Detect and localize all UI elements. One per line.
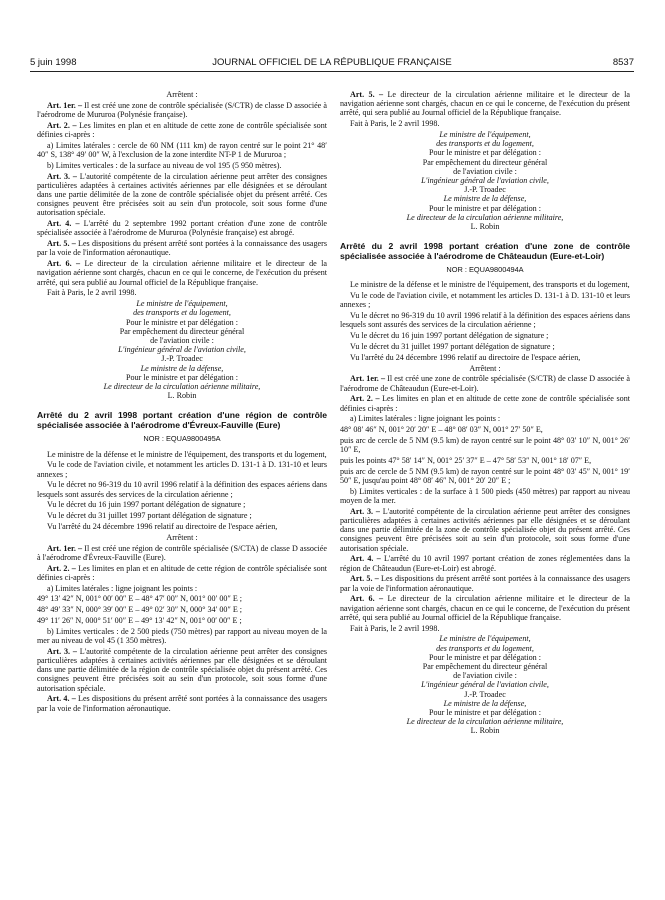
- article: Art. 6. – Le directeur de la circulation aérienne militaire et le directeur de la navigation aérienne sont chargés, chacun en ce qui le concerne, de l'exécution du présent arrêté, qui sera publié au Journal officiel de la République française.: [37, 259, 327, 287]
- left-column: [37, 90, 327, 714]
- article: Art. 4. – Les dispositions du présent arrêté sont portées à la connaissance des usagers par la voie de l'information aéronautique.: [37, 694, 327, 713]
- article: Art. 6. – Le directeur de la circulation aérienne militaire et le directeur de la navigation aérienne sont chargés, chacun en ce qui le concerne, de l'exécution du présent arrêté, qui sera publié au Journal officiel de la République française.: [340, 594, 630, 622]
- signature-line: L. Robin: [470, 726, 500, 736]
- paragraph: Vu le code de l'aviation civile, et notamment les articles D. 131-1 à D. 131-10 et leurs annexes ;: [340, 291, 630, 310]
- fait-line: Fait à Paris, le 2 avril 1998.: [350, 119, 440, 129]
- paragraph: a) Limites latérales : ligne joignant les points :: [47, 583, 198, 593]
- signature-line: L. Robin: [470, 222, 500, 232]
- article: Art. 3. – L'autorité compétente de la circulation aérienne peut arrêter des consignes particulières adaptées à certaines activités aériennes par elle désignées et se déroulant dans une partie délimitée de la zone de contrôle spécialisée objet du présent arrêté. Ces consignes peuvent être précisées soit au sein d'un protocole, soit sous forme d'une autorisation spéciale.: [340, 506, 630, 553]
- article: Art. 2. – Les limites en plan et en altitude de cette zone de contrôle spécialisée sont définies ci-après :: [37, 120, 327, 139]
- signature-line: Le directeur de la circulation aérienne militaire,: [406, 717, 564, 727]
- signature-line: L'ingénieur général de l'aviation civile,: [421, 680, 549, 690]
- paragraph: Vu le décret no 96-319 du 10 avril 1996 relatif à la définition des espaces aériens dans lesquels sont assurés des services de la circulation aérienne ;: [37, 480, 327, 499]
- signature-line: Pour le ministre et par délégation :: [429, 203, 541, 213]
- article: Art. 1er. – Il est créé une région de contrôle spécialisée (S/CTA) de classe D associée à l'aérodrome d'Évreux-Fauville (Eure).: [37, 543, 327, 562]
- article: Art. 3. – L'autorité compétente de la circulation aérienne peut arrêter des consignes particulières adaptées à certaines activités aériennes par elle désignées et se déroulant dans une partie délimitée de la région de contrôle spécialisée objet du présent arrêté. Ces consignes peuvent être précisées soit au sein d'un protocole, soit sous forme d'une autorisation spéciale.: [37, 646, 327, 693]
- paragraph: Le ministre de la défense et le ministre de l'équipement, des transports et du logement,: [350, 280, 630, 290]
- signature-line: Le directeur de la circulation aérienne militaire,: [406, 212, 564, 222]
- article: Art. 4. – L'arrêté du 2 septembre 1992 portant création d'une zone de contrôle spécialisée associée à l'aérodrome de Mururoa (Polynésie française) est abrogé.: [37, 219, 327, 238]
- signature-line: Le ministre de la défense,: [443, 698, 527, 708]
- paragraph: puis arc de cercle de 5 NM (9.5 km) de rayon centré sur le point 48° 03′ 45″ N, 001° 19′ 50″ E, jusqu'au point 48° 08′ 46″ N, 001° 20′ 20″ E ;: [340, 466, 630, 486]
- paragraph: Vu le décret du 31 juillet 1997 portant délégation de signature ;: [47, 511, 252, 521]
- signature-line: L. Robin: [167, 391, 197, 401]
- paragraph: puis les points 47° 58′ 14″ N, 001° 25′ 37″ E – 47° 58′ 53″ N, 001° 18′ 07″ E,: [340, 456, 592, 466]
- signature-line: L'ingénieur général de l'aviation civile,: [421, 176, 549, 186]
- header-rule: [30, 71, 634, 72]
- signature-line: Le ministre de l'équipement,: [439, 130, 531, 139]
- signature-block: [340, 130, 630, 231]
- signature-line: Par empêchement du directeur général: [422, 157, 548, 167]
- signature-line: de l'aviation civile :: [453, 671, 517, 681]
- paragraph: a) Limites latérales : ligne joignant les points :: [350, 414, 501, 424]
- header-page-number: 8537: [612, 57, 634, 68]
- coordinate-line: 49° 11′ 26″ N, 000° 51′ 00″ E – 49° 13′ 42″ N, 001° 00′ 00″ E ;: [37, 616, 242, 626]
- article: Art. 5. – Les dispositions du présent arrêté sont portées à la connaissance des usagers par la voie de l'information aéronautique.: [37, 239, 327, 258]
- paragraph: Vu l'arrêté du 24 décembre 1996 relatif au directoire de l'espace aérien,: [350, 352, 581, 362]
- signature-line: Le directeur de la circulation aérienne militaire,: [103, 382, 261, 392]
- signature-block: [37, 299, 327, 400]
- signature-line: J.-P. Troadec: [161, 354, 203, 364]
- paragraph: Vu le décret no 96-319 du 10 avril 1996 relatif à la définition des espaces aériens dans lesquels sont assurés des services de la circulation aérienne ;: [340, 311, 630, 330]
- article: Art. 5. – Les dispositions du présent arrêté sont portées à la connaissance des usagers par la voie de l'information aéronautique.: [340, 574, 630, 593]
- coordinate-line: 49° 13′ 42″ N, 001° 00′ 00″ E – 48° 47′ 00″ N, 001° 00′ 00″ E ;: [37, 594, 243, 604]
- article: Art. 2. – Les limites en plan et en altitude de cette région de contrôle spécialisée sont définies ci-après :: [37, 563, 327, 582]
- nor-reference: NOR : EQUA9800494A: [446, 265, 524, 275]
- signature-line: Pour le ministre et par délégation :: [429, 652, 541, 662]
- fait-line: Fait à Paris, le 2 avril 1998.: [350, 623, 440, 633]
- paragraph: Vu l'arrêté du 24 décembre 1996 relatif au directoire de l'espace aérien,: [47, 522, 278, 532]
- signature-line: J.-P. Troadec: [464, 689, 506, 699]
- paragraph: b) Limites verticales : de 2 500 pieds (750 mètres) par rapport au niveau moyen de la mer au niveau de vol 45 (1 350 mètres).: [37, 626, 327, 646]
- signature-line: des transports et du logement,: [133, 308, 231, 318]
- paragraph: Vu le décret du 31 juillet 1997 portant délégation de signature ;: [350, 342, 555, 352]
- signature-line: de l'aviation civile :: [453, 166, 517, 176]
- signature-line: Par empêchement du directeur général: [119, 326, 245, 336]
- right-column: [340, 90, 630, 736]
- article: Art. 3. – L'autorité compétente de la circulation aérienne peut arrêter des consignes particulières adaptées à certaines activités aériennes par elle désignées et se déroulant dans une partie délimitée de la zone de contrôle spécialisée objet du présent arrêté. Ces consignes peuvent être précisées soit au sein d'un protocole, soit sous forme d'une autorisation spéciale.: [37, 171, 327, 218]
- arretent-heading: Arrêtent :: [166, 532, 198, 542]
- signature-line: J.-P. Troadec: [464, 185, 506, 195]
- article: Art. 2. – Les limites en plan et en altitude de cette zone de contrôle spécialisée sont définies ci-après :: [340, 394, 630, 413]
- arretent-heading: Arrêtent :: [469, 363, 501, 373]
- paragraph: puis arc de cercle de 5 NM (9.5 km) de rayon centré sur le point 48° 03′ 10″ N, 001° 26′ 10″ E,: [340, 436, 630, 455]
- signature-line: Pour le ministre et par délégation :: [429, 708, 541, 718]
- decree-title: Arrêté du 2 avril 1998 portant création d'une région de contrôle spécialisée associée à l'aérodrome d'Évreux-Fauville (Eure): [37, 410, 327, 431]
- header-date: 5 juin 1998: [30, 57, 77, 68]
- nor-reference: NOR : EQUA9800495A: [143, 434, 221, 444]
- article: Art. 1er. – Il est créé une zone de contrôle spécialisée (S/CTR) de classe D associée à l'aérodrome de Mururoa (Polynésie française).: [37, 100, 327, 119]
- signature-line: Le ministre de l'équipement,: [136, 299, 228, 309]
- page-header: [30, 57, 634, 71]
- paragraph: Vu le décret du 16 juin 1997 portant délégation de signature ;: [350, 331, 549, 341]
- signature-line: Pour le ministre et par délégation :: [126, 317, 238, 327]
- signature-line: Le ministre de la défense,: [443, 194, 527, 204]
- signature-line: Le ministre de l'équipement,: [439, 634, 531, 644]
- paragraph: b) Limites verticales : de la surface au niveau de vol 195 (5 950 mètres).: [47, 160, 282, 170]
- article: Art. 1er. – Il est créé une zone de contrôle spécialisée (S/CTR) de classe D associée à l'aérodrome de Châteaudun (Eure-et-Loir).: [340, 374, 630, 393]
- paragraph: Le ministre de la défense et le ministre de l'équipement, des transports et du logement,: [47, 449, 327, 459]
- signature-line: de l'aviation civile :: [150, 336, 214, 346]
- decree-title: Arrêté du 2 avril 1998 portant création d'une zone de contrôle spécialisée associée à l'aérodrome de Châteaudun (Eure-et-Loir): [340, 241, 630, 262]
- paragraph: Vu le décret du 16 juin 1997 portant délégation de signature ;: [47, 500, 246, 510]
- signature-line: des transports et du logement,: [436, 139, 534, 149]
- signature-line: L'ingénieur général de l'aviation civile,: [118, 345, 246, 355]
- paragraph: Vu le code de l'aviation civile, et notamment les articles D. 131-1 à D. 131-10 et leurs annexes ;: [37, 460, 327, 479]
- article: Art. 5. – Le directeur de la circulation aérienne militaire et le directeur de la navigation aérienne sont chargés, chacun en ce qui le concerne, de l'exécution du présent arrêté, qui sera publié au Journal officiel de la République française.: [340, 90, 630, 118]
- header-title: JOURNAL OFFICIEL DE LA RÉPUBLIQUE FRANÇAISE: [212, 57, 452, 68]
- signature-block: [340, 634, 630, 735]
- paragraph: b) Limites verticales : de la surface à 1 500 pieds (450 mètres) par rapport au niveau moyen de la mer.: [340, 486, 630, 506]
- signature-line: Pour le ministre et par délégation :: [126, 372, 238, 382]
- arretent-heading: Arrêtent :: [166, 90, 198, 99]
- coordinate-line: 48° 49′ 33″ N, 000° 39′ 00″ E – 49° 02′ 30″ N, 000° 34′ 00″ E ;: [37, 605, 243, 615]
- signature-line: Le ministre de la défense,: [140, 363, 224, 373]
- signature-line: des transports et du logement,: [436, 643, 534, 653]
- signature-line: Par empêchement du directeur général: [422, 662, 548, 672]
- article: Art. 4. – L'arrêté du 10 avril 1997 portant création de zones réglementées dans la région de Châteaudun (Eure-et-Loir) est abrogé.: [340, 554, 630, 573]
- signature-line: Pour le ministre et par délégation :: [429, 148, 541, 158]
- fait-line: Fait à Paris, le 2 avril 1998.: [47, 288, 137, 298]
- paragraph: a) Limites latérales : cercle de 60 NM (111 km) de rayon centré sur le point 21° 48′ 40″ S, 138° 49′ 00″ W, à l'exclusion de la zone interdite NT-P 1 de Mururoa ;: [37, 140, 327, 159]
- coordinate-line: 48° 08′ 46″ N, 001° 20′ 20″ E – 48° 08′ 03″ N, 001° 27′ 50″ E,: [340, 425, 543, 435]
